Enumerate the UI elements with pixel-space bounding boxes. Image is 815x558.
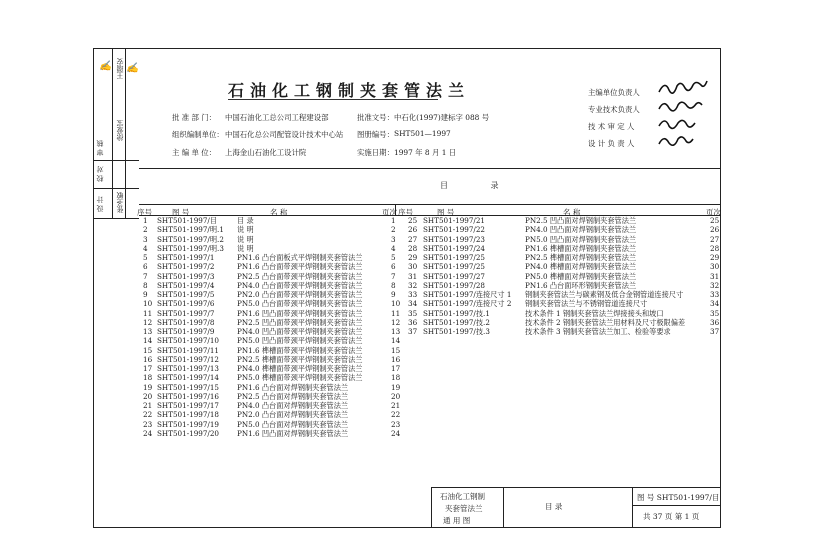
handwritten-signature: ✍ <box>127 62 138 75</box>
row-page: 22 <box>391 410 401 420</box>
row-page: 6 <box>391 262 396 272</box>
row-name: PN2.5 凹凸面对焊钢制夹套管法兰 <box>525 216 637 225</box>
strip-name: 王瑞安 <box>116 58 124 79</box>
row-seq: 2 <box>143 225 148 235</box>
row-seq: 6 <box>143 262 148 272</box>
col-page-header: 页次 <box>706 208 721 217</box>
row-page: 14 <box>391 336 401 346</box>
row-page: 13 <box>391 327 401 336</box>
row-seq: 33 <box>408 290 418 299</box>
row-drawing: SHT501-1997/24 <box>423 243 485 253</box>
row-page: 24 <box>391 428 401 438</box>
row-page: 37 <box>710 327 720 336</box>
row-name: PN4.0 凸台面带颈平焊钢制夹套管法兰 <box>237 280 363 290</box>
page-count: 共 37 页 第 1 页 <box>643 512 700 521</box>
row-page: 32 <box>710 280 720 290</box>
row-name: PN5.0 凸台面带颈平焊钢制夹套管法兰 <box>237 299 363 309</box>
row-page: 33 <box>710 290 720 299</box>
manager-label: 设 计 负 责 人 <box>588 139 635 148</box>
strip-name: 徐爱宝 <box>116 120 124 141</box>
row-seq: 27 <box>408 234 418 244</box>
row-name: PN4.0 榫槽面带颈平焊钢制夹套管法兰 <box>237 364 363 373</box>
row-drawing: SHT501-1997/2 <box>157 262 215 272</box>
title-block-rule <box>431 487 432 528</box>
row-name: PN2.5 凹凸面带颈平焊钢制夹套管法兰 <box>237 317 363 327</box>
org-unit: 中国石化总公司配管设计技术中心站 <box>225 130 344 139</box>
col-name-header: 名 称 <box>563 208 581 217</box>
manager-label: 专业技术负责人 <box>588 105 640 114</box>
row-drawing: SHT501-1997/10 <box>157 336 219 346</box>
row-page: 5 <box>391 253 396 262</box>
row-seq: 12 <box>143 317 153 327</box>
row-name: PN4.0 榫槽面对焊钢制夹套管法兰 <box>525 262 637 272</box>
row-drawing: SHT501-1997/8 <box>157 317 215 327</box>
row-seq: 10 <box>143 299 153 309</box>
row-page: 2 <box>391 225 396 235</box>
row-page: 35 <box>710 308 720 318</box>
row-drawing: SHT501-1997/明.3 <box>157 243 224 253</box>
row-page: 21 <box>391 401 401 410</box>
row-name: 目 录 <box>237 216 254 225</box>
row-seq: 15 <box>143 345 153 355</box>
title-block-rule <box>632 505 721 506</box>
row-seq: 5 <box>143 253 148 262</box>
row-page: 25 <box>710 216 720 225</box>
row-name: PN2.5 榫槽面对焊钢制夹套管法兰 <box>525 253 637 262</box>
row-seq: 35 <box>408 308 418 318</box>
row-drawing: SHT501-1997/12 <box>157 354 219 364</box>
row-page: 36 <box>710 317 720 327</box>
strip-divider <box>125 48 126 218</box>
impl-date-label: 实施日期： <box>357 148 394 157</box>
row-drawing: SHT501-1997/5 <box>157 290 215 299</box>
row-drawing: SHT501-1997/技.3 <box>423 327 490 336</box>
row-page: 7 <box>391 271 396 281</box>
row-seq: 8 <box>143 280 148 290</box>
row-name: 技术条件 1 钢制夹套管法兰焊接接头和坡口 <box>525 308 664 318</box>
row-drawing: SHT501-1997/4 <box>157 280 215 290</box>
row-page: 11 <box>391 308 401 318</box>
row-seq: 36 <box>408 317 418 327</box>
row-page: 34 <box>710 299 720 309</box>
strip-name: 张圣敏 <box>116 192 124 213</box>
strip-role: 校 对 <box>96 166 104 183</box>
strip-role: 设 计 <box>96 196 104 213</box>
row-name: 技术条件 3 钢制夹套管法兰加工、检验等要求 <box>525 327 671 336</box>
row-drawing: SHT501-1997/25 <box>423 262 485 272</box>
row-seq: 19 <box>143 382 153 392</box>
row-drawing: SHT501-1997/明.1 <box>157 225 224 235</box>
row-page: 17 <box>391 364 401 373</box>
row-seq: 25 <box>408 216 418 225</box>
impl-date: 1997 年 8 月 1 日 <box>394 148 457 157</box>
row-drawing: SHT501-1997/15 <box>157 382 219 392</box>
sheet-title: 目 录 <box>545 502 563 511</box>
approval-dept-label: 批 准 部 门： <box>172 113 217 122</box>
strip-divider <box>93 188 139 189</box>
approval-dept: 中国石油化工总公司工程建设部 <box>225 113 329 122</box>
row-page: 4 <box>391 243 396 253</box>
strip-role: 审 核 <box>96 140 104 157</box>
row-seq: 34 <box>408 299 418 309</box>
editor-label: 主 编 单 位： <box>172 148 217 157</box>
row-seq: 17 <box>143 364 153 373</box>
col-drawing-header: 图 号 <box>172 208 190 217</box>
catalog-heading: 目 录 <box>440 181 519 190</box>
col-page-header: 页次 <box>382 208 397 217</box>
title-block-rule <box>431 487 721 488</box>
row-name: PN1.6 榫槽面带颈平焊钢制夹套管法兰 <box>237 345 363 355</box>
row-seq: 16 <box>143 354 153 364</box>
manager-label: 主编单位负责人 <box>588 88 640 97</box>
row-seq: 11 <box>143 308 153 318</box>
row-seq: 14 <box>143 336 153 346</box>
handwritten-signature: ✍ <box>100 60 111 73</box>
row-seq: 20 <box>143 391 153 401</box>
row-name: PN5.0 榫槽面带颈平焊钢制夹套管法兰 <box>237 373 363 383</box>
row-drawing: SHT501-1997/23 <box>423 234 485 244</box>
row-name: PN2.5 凸台面对焊钢制夹套管法兰 <box>237 391 349 401</box>
strip-divider <box>93 160 139 161</box>
row-name: PN4.0 凹凸面对焊钢制夹套管法兰 <box>525 225 637 235</box>
row-name: 技术条件 2 钢制夹套管法兰用材料及尺寸极限偏差 <box>525 317 686 327</box>
row-page: 8 <box>391 280 396 290</box>
atlas-no-label: 图册编号： <box>357 130 394 139</box>
row-seq: 24 <box>143 428 153 438</box>
row-name: PN2.0 凸台面带颈平焊钢制夹套管法兰 <box>237 290 363 299</box>
row-name: PN2.0 凸台面对焊钢制夹套管法兰 <box>237 410 349 420</box>
handwritten-signatures <box>655 78 715 160</box>
row-seq: 37 <box>408 327 418 336</box>
row-drawing: SHT501-1997/14 <box>157 373 219 383</box>
row-drawing: SHT501-1997/21 <box>423 216 485 225</box>
atlas-title: 石油化工钢制夹套管法兰 <box>228 81 471 100</box>
strip-divider <box>93 218 139 219</box>
row-name: 钢制夹套管法兰与碳素钢及低合金钢管道连接尺寸 <box>525 290 684 299</box>
col-seq-header: 序号 <box>398 208 413 217</box>
row-page: 29 <box>710 253 720 262</box>
row-seq: 28 <box>408 243 418 253</box>
row-seq: 4 <box>143 243 148 253</box>
row-name: 说 明 <box>237 243 254 253</box>
row-page: 20 <box>391 391 401 401</box>
row-drawing: SHT501-1997/1 <box>157 253 215 262</box>
row-seq: 22 <box>143 410 153 420</box>
row-drawing: SHT501-1997/28 <box>423 280 485 290</box>
row-page: 1 <box>391 216 396 225</box>
row-name: PN1.6 凸台面板式平焊钢制夹套管法兰 <box>237 253 363 262</box>
row-name: PN1.6 凹凸面对焊钢制夹套管法兰 <box>237 428 349 438</box>
row-name: PN1.6 凸台面带颈平焊钢制夹套管法兰 <box>237 262 363 272</box>
row-drawing: SHT501-1997/18 <box>157 410 219 420</box>
row-page: 12 <box>391 317 401 327</box>
row-seq: 1 <box>143 216 148 225</box>
row-name: PN2.5 榫槽面带颈平焊钢制夹套管法兰 <box>237 354 363 364</box>
row-page: 26 <box>710 225 720 235</box>
row-page: 27 <box>710 234 720 244</box>
row-page: 19 <box>391 382 401 392</box>
row-seq: 30 <box>408 262 418 272</box>
row-name: PN4.0 凸台面对焊钢制夹套管法兰 <box>237 401 349 410</box>
row-drawing: SHT501-1997/明.2 <box>157 234 224 244</box>
row-name: PN1.6 凸台面对焊钢制夹套管法兰 <box>237 382 349 392</box>
row-page: 15 <box>391 345 401 355</box>
col-seq-header: 序号 <box>137 208 152 217</box>
row-name: 说 明 <box>237 225 254 235</box>
row-name: PN1.6 凹凸面带颈平焊钢制夹套管法兰 <box>237 308 363 318</box>
category-line: 夹套管法兰 <box>445 504 483 513</box>
row-seq: 29 <box>408 253 418 262</box>
row-seq: 7 <box>143 271 148 281</box>
row-name: 钢制夹套管法兰与不锈钢管道连接尺寸 <box>525 299 648 309</box>
row-page: 3 <box>391 234 396 244</box>
title-block-rule <box>632 487 633 528</box>
row-drawing: SHT501-1997/22 <box>423 225 485 235</box>
atlas-no: SHT501—1997 <box>394 129 451 138</box>
row-page: 9 <box>391 290 396 299</box>
row-name: PN5.0 凹凸面带颈平焊钢制夹套管法兰 <box>237 336 363 346</box>
title-underline <box>228 99 438 100</box>
row-name: PN1.6 凸台面环形钢制夹套管法兰 <box>525 280 637 290</box>
row-drawing: SHT501-1997/11 <box>157 345 219 355</box>
row-drawing: SHT501-1997/6 <box>157 299 215 309</box>
strip-divider <box>112 48 113 218</box>
row-name: PN1.6 榫槽面对焊钢制夹套管法兰 <box>525 243 637 253</box>
row-drawing: SHT501-1997/17 <box>157 401 219 410</box>
row-name: PN4.0 凹凸面带颈平焊钢制夹套管法兰 <box>237 327 363 336</box>
row-drawing: SHT501-1997/16 <box>157 391 219 401</box>
row-drawing: SHT501-1997/13 <box>157 364 219 373</box>
row-seq: 26 <box>408 225 418 235</box>
row-drawing: SHT501-1997/20 <box>157 428 219 438</box>
row-name: PN5.0 榫槽面对焊钢制夹套管法兰 <box>525 271 637 281</box>
row-seq: 31 <box>408 271 418 281</box>
row-page: 23 <box>391 419 401 429</box>
row-seq: 13 <box>143 327 153 336</box>
row-drawing: SHT501-1997/19 <box>157 419 219 429</box>
approval-doc-label: 批准文号： <box>357 113 394 122</box>
row-seq: 32 <box>408 280 418 290</box>
row-name: PN5.0 凹凸面对焊钢制夹套管法兰 <box>525 234 637 244</box>
row-seq: 21 <box>143 401 153 410</box>
row-drawing: SHT501-1997/连接尺寸 2 <box>423 299 512 309</box>
row-drawing: SHT501-1997/技.2 <box>423 317 490 327</box>
row-page: 16 <box>391 354 401 364</box>
col-drawing-header: 图 号 <box>437 208 455 217</box>
row-drawing: SHT501-1997/目 <box>157 216 218 225</box>
section-divider <box>139 168 721 169</box>
row-name: PN5.0 凸台面对焊钢制夹套管法兰 <box>237 419 349 429</box>
editor: 上海金山石油化工设计院 <box>225 148 307 157</box>
row-drawing: SHT501-1997/技.1 <box>423 308 490 318</box>
col-name-header: 名 称 <box>270 208 288 217</box>
row-seq: 18 <box>143 373 153 383</box>
row-drawing: SHT501-1997/25 <box>423 253 485 262</box>
row-page: 30 <box>710 262 720 272</box>
manager-label: 技 术 审 定 人 <box>588 122 635 131</box>
row-drawing: SHT501-1997/3 <box>157 271 215 281</box>
org-unit-label: 组织编制单位： <box>172 130 224 139</box>
row-page: 10 <box>391 299 401 309</box>
category-line: 石油化工钢制 <box>440 492 485 501</box>
row-drawing: SHT501-1997/27 <box>423 271 485 281</box>
row-seq: 9 <box>143 290 148 299</box>
title-block-rule <box>503 487 504 528</box>
row-name: 说 明 <box>237 234 254 244</box>
table-top-rule <box>139 204 721 205</box>
row-seq: 3 <box>143 234 148 244</box>
row-page: 18 <box>391 373 401 383</box>
row-page: 31 <box>710 271 720 281</box>
row-drawing: SHT501-1997/连接尺寸 1 <box>423 290 512 299</box>
row-drawing: SHT501-1997/9 <box>157 327 215 336</box>
row-drawing: SHT501-1997/7 <box>157 308 215 318</box>
approval-doc: 中石化(1997)建标字 088 号 <box>394 113 490 122</box>
drawing-number: 图 号 SHT501-1997/目 <box>637 493 720 502</box>
row-seq: 23 <box>143 419 153 429</box>
row-page: 28 <box>710 243 720 253</box>
category-line: 通 用 图 <box>443 516 471 525</box>
row-name: PN2.5 凸台面带颈平焊钢制夹套管法兰 <box>237 271 363 281</box>
